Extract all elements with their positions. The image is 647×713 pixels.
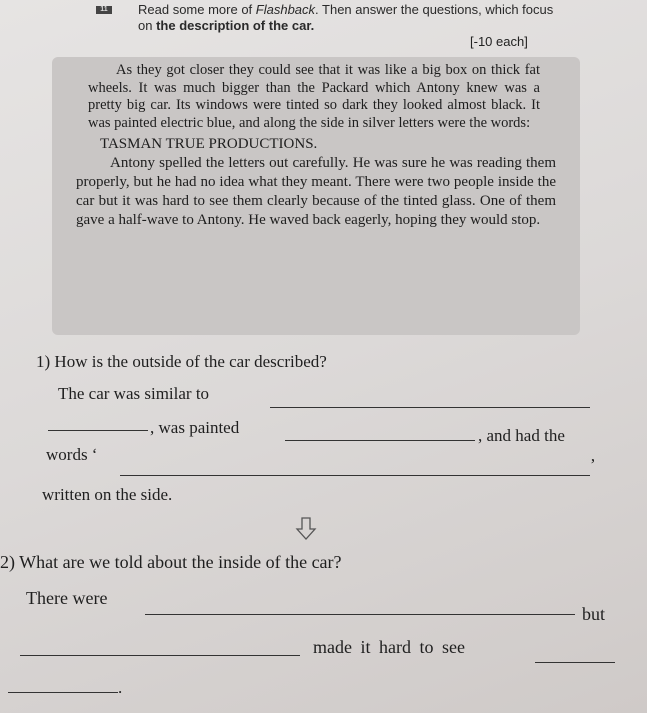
q2-text: made it hard to see [313,637,465,657]
instructions [138,2,558,34]
passage-paragraph-1: As they got closer they could see that it was like a big box on thick fat wheels. It was much bigger than the Packard which Antony knew was a pretty big car. Its windows were tinted so dark they looked almost black. It was painted electric blue, and along the side in silver letters were the words: [88,62,540,131]
down-arrow-icon [294,516,318,542]
instr-bold: the description of the car. [156,18,315,33]
q2-answer-line-2[interactable] [20,655,300,656]
passage-sign: TASMAN TRUE PRODUCTIONS. [100,136,318,152]
q2-answer-line-3[interactable] [535,662,615,663]
instr-text: Read some more of [138,2,256,17]
question-2: 2) What are we told about the inside of the car? [0,552,342,572]
q1-text: ’ [590,455,596,474]
q1-answer-line-2[interactable] [48,430,148,431]
q1-text: words ‘ [46,445,98,464]
q2-text: There were [26,588,108,608]
q1-text: The car was similar to [58,384,210,403]
q1-text: , and had the [478,426,565,445]
q2-text: . [118,678,123,697]
instr-text: . Then answer the questions, which focus on [138,2,554,33]
q1-text: , was painted [150,418,240,437]
q2-text: but [582,604,606,624]
question-number-badge: 11 [96,6,112,14]
q2-answer-line-1[interactable] [145,614,575,615]
q2-answer-line-4[interactable] [8,692,118,693]
q1-text: written on the side. [42,485,173,504]
q1-answer-line-4[interactable] [120,475,590,476]
marks-label: [-10 each] [470,34,528,49]
passage-text [76,62,556,230]
book-title: Flashback [255,2,316,17]
q1-answer-line-3[interactable] [285,440,475,441]
question-1: 1) How is the outside of the car described? [36,352,327,371]
passage-paragraph-2: Antony spelled the letters out carefully. He was sure he was reading them properly, but he had no idea what they meant. There were two people inside the car but it was hard to see them clearly because of the tinted glass. One of them gave a half-wave to Antony. He waved back eagerly, hoping they would stop. [76,154,556,228]
q1-answer-line-1[interactable] [270,407,590,408]
